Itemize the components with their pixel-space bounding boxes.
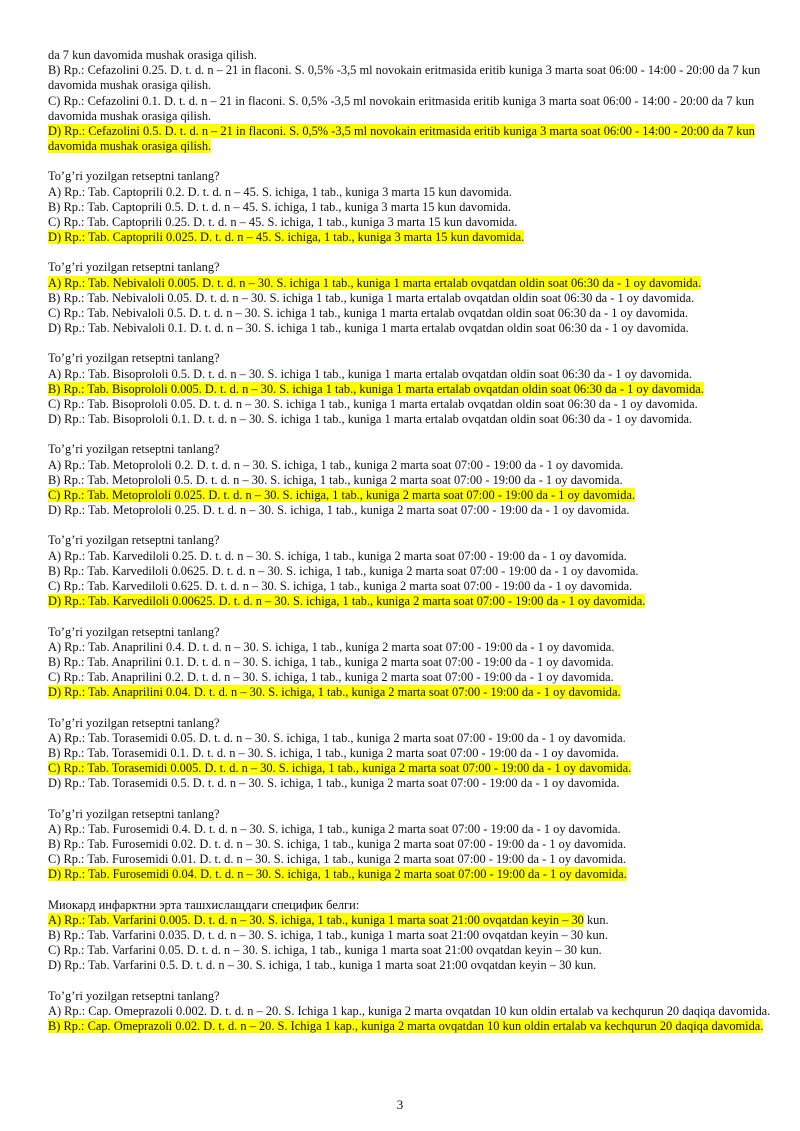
option-b xyxy=(48,837,774,852)
option-a-correct xyxy=(48,913,774,928)
option-text: D) Rp.: Tab. Torasemidi 0.5. D. t. d. n – 30. S. ichiga, 1 tab., kuniga 2 marta soat 07:00 - 19:00 da - 1 oy davomida. xyxy=(48,776,620,791)
continued-text: da 7 kun davomida mushak orasiga qilish. xyxy=(48,48,257,62)
question-text: To’g’ri yozilgan retseptni tanlang? xyxy=(48,624,220,639)
option-text: A) Rp.: Tab. Nebivaloli 0.005. D. t. d. n – 30. S. ichiga 1 tab., kuniga 1 marta ertalab ovqatdan oldin soat 06:30 da - 1 oy davomida. xyxy=(48,275,702,290)
option-text: D) Rp.: Cefazolini 0.5. D. t. d. n – 21 in flaconi. S. 0,5% -3,5 ml novokain eritmasida eritib kuniga 3 marta soat 06:00 - 14:00 - 20:00 da 7 kun davomida mushak orasiga qilish. xyxy=(48,124,755,154)
option-text: D) Rp.: Tab. Nebivaloli 0.1. D. t. d. n – 30. S. ichiga 1 tab., kuniga 1 marta ertalab ovqatdan oldin soat 06:30 da - 1 oy davomida. xyxy=(48,321,689,336)
option-text: A) Rp.: Tab. Anaprilini 0.4. D. t. d. n – 30. S. ichiga, 1 tab., kuniga 2 marta soat 07:00 - 19:00 da - 1 oy davomida. xyxy=(48,639,615,654)
option-d xyxy=(48,321,774,336)
question-block xyxy=(48,533,774,609)
question-text: To’g’ri yozilgan retseptni tanlang? xyxy=(48,351,220,366)
question-text: Миокард инфарктни эрта ташхислащдаги специфик белги: xyxy=(48,897,360,912)
option-d-correct xyxy=(48,685,774,700)
option-c-correct xyxy=(48,488,774,503)
option-text: B) Rp.: Tab. Metoprololi 0.5. D. t. d. n – 30. S. ichiga, 1 tab., kuniga 2 marta soat 07:00 - 19:00 da - 1 oy davomida. xyxy=(48,472,623,487)
option-text: A) Rp.: Tab. Captoprili 0.2. D. t. d. n – 45. S. ichiga, 1 tab., kuniga 3 marta 15 kun davomida. xyxy=(48,184,512,199)
option-text: D) Rp.: Tab. Karvediloli 0.00625. D. t. d. n – 30. S. ichiga, 1 tab., kuniga 2 marta soat 07:00 - 19:00 da - 1 oy davomida. xyxy=(48,594,646,609)
option-text: B) Rp.: Tab. Karvediloli 0.0625. D. t. d. n – 30. S. ichiga, 1 tab., kuniga 2 marta soat 07:00 - 19:00 da - 1 oy davomida. xyxy=(48,563,639,578)
option-text: D) Rp.: Tab. Furosemidi 0.04. D. t. d. n – 30. S. ichiga, 1 tab., kuniga 2 marta soat 07:00 - 19:00 da - 1 oy davomida. xyxy=(48,867,627,882)
option-a xyxy=(48,185,774,200)
option-a-correct xyxy=(48,276,774,291)
question-block xyxy=(48,169,774,245)
option-c xyxy=(48,397,774,412)
option-c xyxy=(48,852,774,867)
option-text: C) Rp.: Tab. Furosemidi 0.01. D. t. d. n – 30. S. ichiga, 1 tab., kuniga 2 marta soat 07:00 - 19:00 da - 1 oy davomida. xyxy=(48,852,627,867)
option-a xyxy=(48,640,774,655)
option-text: D) Rp.: Tab. Anaprilini 0.04. D. t. d. n – 30. S. ichiga, 1 tab., kuniga 2 marta soat 07:00 - 19:00 da - 1 oy davomida. xyxy=(48,685,621,700)
option-d-correct xyxy=(48,230,774,245)
option-text: B) Rp.: Tab. Varfarini 0.035. D. t. d. n – 30. S. ichiga, 1 tab., kuniga 1 marta soat 21:00 ovqatdan keyin – 30 kun. xyxy=(48,927,608,942)
option-a xyxy=(48,549,774,564)
option-c xyxy=(48,943,774,958)
option-text: A) Rp.: Tab. Bisoprololi 0.5. D. t. d. n – 30. S. ichiga 1 tab., kuniga 1 marta ertalab ovqatdan oldin soat 06:30 da - 1 oy davomida. xyxy=(48,366,693,381)
option-d xyxy=(48,503,774,518)
option-text: C) Rp.: Tab. Metoprololi 0.025. D. t. d. n – 30. S. ichiga, 1 tab., kuniga 2 marta soat 07:00 - 19:00 da - 1 oy davomida. xyxy=(48,488,636,503)
question-block xyxy=(48,716,774,792)
option-text: B) Rp.: Cap. Omeprazoli 0.02. D. t. d. n – 20. S. Ichiga 1 kap., kuniga 2 marta ovqatdan 10 kun oldin ertalab va kechqurun 20 daqiqa davomida. xyxy=(48,1018,764,1033)
option-text: C) Rp.: Tab. Varfarini 0.05. D. t. d. n – 30. S. ichiga, 1 tab., kuniga 1 marta soat 21:00 ovqatdan keyin – 30 kun. xyxy=(48,943,602,958)
option-d xyxy=(48,776,774,791)
option-text: C) Rp.: Cefazolini 0.1. D. t. d. n – 21 in flaconi. S. 0,5% -3,5 ml novokain eritmasida eritib kuniga 3 marta soat 06:00 - 14:00 - 20:00 da 7 kun davomida mushak orasiga qilish. xyxy=(48,93,755,123)
option-text: C) Rp.: Tab. Bisoprololi 0.05. D. t. d. n – 30. S. ichiga 1 tab., kuniga 1 marta ertalab ovqatdan oldin soat 06:30 da - 1 oy davomida. xyxy=(48,397,698,412)
option-c xyxy=(48,94,774,124)
option-a xyxy=(48,367,774,382)
question-block xyxy=(48,898,774,974)
option-text: B) Rp.: Tab. Anaprilini 0.1. D. t. d. n – 30. S. ichiga, 1 tab., kuniga 2 marta soat 07:00 - 19:00 da - 1 oy davomida. xyxy=(48,654,614,669)
question-text: To’g’ri yozilgan retseptni tanlang? xyxy=(48,260,220,275)
option-text: C) Rp.: Tab. Captoprili 0.25. D. t. d. n – 45. S. ichiga, 1 tab., kuniga 3 marta 15 kun davomida. xyxy=(48,215,518,230)
option-b xyxy=(48,291,774,306)
question-text: To’g’ri yozilgan retseptni tanlang? xyxy=(48,988,220,1003)
option-c xyxy=(48,306,774,321)
question-text: To’g’ri yozilgan retseptni tanlang? xyxy=(48,806,220,821)
option-text: C) Rp.: Tab. Karvediloli 0.625. D. t. d. n – 30. S. ichiga, 1 tab., kuniga 2 marta soat 07:00 - 19:00 da - 1 oy davomida. xyxy=(48,579,633,594)
question-text: To’g’ri yozilgan retseptni tanlang? xyxy=(48,533,220,548)
option-text: C) Rp.: Tab. Anaprilini 0.2. D. t. d. n – 30. S. ichiga, 1 tab., kuniga 2 marta soat 07:00 - 19:00 da - 1 oy davomida. xyxy=(48,670,614,685)
option-b xyxy=(48,564,774,579)
option-b xyxy=(48,473,774,488)
option-text: A) Rp.: Tab. Torasemidi 0.05. D. t. d. n – 30. S. ichiga, 1 tab., kuniga 2 marta soat 07:00 - 19:00 da - 1 oy davomida. xyxy=(48,730,626,745)
option-a xyxy=(48,822,774,837)
option-b xyxy=(48,746,774,761)
option-a xyxy=(48,458,774,473)
option-d-correct xyxy=(48,867,774,882)
option-text: B) Rp.: Tab. Nebivaloli 0.05. D. t. d. n – 30. S. ichiga 1 tab., kuniga 1 marta ertalab ovqatdan oldin soat 06:30 da - 1 oy davomida. xyxy=(48,290,695,305)
question-text: To’g’ri yozilgan retseptni tanlang? xyxy=(48,442,220,457)
option-b xyxy=(48,63,774,93)
question-text: To’g’ri yozilgan retseptni tanlang? xyxy=(48,715,220,730)
question-block xyxy=(48,807,774,883)
page-number: 3 xyxy=(396,1097,404,1112)
question-block xyxy=(48,989,774,1035)
option-text: A) Rp.: Tab. Karvediloli 0.25. D. t. d. n – 30. S. ichiga, 1 tab., kuniga 2 marta soat 07:00 - 19:00 da - 1 oy davomida. xyxy=(48,548,627,563)
option-c xyxy=(48,579,774,594)
option-text: C) Rp.: Tab. Torasemidi 0.005. D. t. d. n – 30. S. ichiga, 1 tab., kuniga 2 marta soat 07:00 - 19:00 da - 1 oy davomida. xyxy=(48,761,632,776)
option-b-correct xyxy=(48,1019,774,1034)
option-text: A) Rp.: Tab. Varfarini 0.005. D. t. d. n – 30. S. ichiga, 1 tab., kuniga 1 marta soat 21:00 ovqatdan keyin – 30 xyxy=(48,912,584,927)
question-block xyxy=(48,442,774,518)
option-text-tail: kun. xyxy=(583,912,609,927)
option-text: C) Rp.: Tab. Nebivaloli 0.5. D. t. d. n – 30. S. ichiga 1 tab., kuniga 1 marta ertalab ovqatdan oldin soat 06:30 da - 1 oy davomida. xyxy=(48,306,689,321)
option-b xyxy=(48,200,774,215)
option-text: D) Rp.: Tab. Metoprololi 0.25. D. t. d. n – 30. S. ichiga, 1 tab., kuniga 2 marta soat 07:00 - 19:00 da - 1 oy davomida. xyxy=(48,503,630,518)
question-text: To’g’ri yozilgan retseptni tanlang? xyxy=(48,169,220,184)
option-text: B) Rp.: Tab. Bisoprololi 0.005. D. t. d. n – 30. S. ichiga 1 tab., kuniga 1 marta ertalab ovqatdan oldin soat 06:30 da - 1 oy davomida. xyxy=(48,381,704,396)
option-d xyxy=(48,958,774,973)
option-text: A) Rp.: Cap. Omeprazoli 0.002. D. t. d. n – 20. S. Ichiga 1 kap., kuniga 2 marta ovqatdan 10 kun oldin ertalab va kechqurun 20 daqiqa davomida. xyxy=(48,1003,771,1018)
question-block xyxy=(48,625,774,701)
continued-question xyxy=(48,48,774,154)
option-text: B) Rp.: Tab. Captoprili 0.5. D. t. d. n – 45. S. ichiga, 1 tab., kuniga 3 marta 15 kun davomida. xyxy=(48,199,512,214)
option-text: D) Rp.: Tab. Varfarini 0.5. D. t. d. n – 30. S. ichiga, 1 tab., kuniga 1 marta soat 21:00 ovqatdan keyin – 30 kun. xyxy=(48,958,597,973)
question-block xyxy=(48,260,774,336)
option-a xyxy=(48,1004,774,1019)
option-b-correct xyxy=(48,382,774,397)
option-d-correct xyxy=(48,594,774,609)
option-text: A) Rp.: Tab. Furosemidi 0.4. D. t. d. n – 30. S. ichiga, 1 tab., kuniga 2 marta soat 07:00 - 19:00 da - 1 oy davomida. xyxy=(48,821,621,836)
option-text: B) Rp.: Cefazolini 0.25. D. t. d. n – 21 in flaconi. S. 0,5% -3,5 ml novokain eritmasida eritib kuniga 3 marta soat 06:00 - 14:00 - 20:00 da 7 kun davomida mushak orasiga qilish. xyxy=(48,63,761,93)
question-block xyxy=(48,351,774,427)
option-b xyxy=(48,655,774,670)
option-b xyxy=(48,928,774,943)
option-text: A) Rp.: Tab. Metoprololi 0.2. D. t. d. n – 30. S. ichiga, 1 tab., kuniga 2 marta soat 07:00 - 19:00 da - 1 oy davomida. xyxy=(48,457,624,472)
option-c xyxy=(48,670,774,685)
option-a xyxy=(48,731,774,746)
option-c-correct xyxy=(48,761,774,776)
option-c xyxy=(48,215,774,230)
page-content xyxy=(48,48,774,1034)
option-text: D) Rp.: Tab. Bisoprololi 0.1. D. t. d. n – 30. S. ichiga 1 tab., kuniga 1 marta ertalab ovqatdan oldin soat 06:30 da - 1 oy davomida. xyxy=(48,412,693,427)
option-text: B) Rp.: Tab. Torasemidi 0.1. D. t. d. n – 30. S. ichiga, 1 tab., kuniga 2 marta soat 07:00 - 19:00 da - 1 oy davomida. xyxy=(48,745,619,760)
option-d xyxy=(48,412,774,427)
option-text: D) Rp.: Tab. Captoprili 0.025. D. t. d. n – 45. S. ichiga, 1 tab., kuniga 3 marta 15 kun davomida. xyxy=(48,230,525,245)
option-text: B) Rp.: Tab. Furosemidi 0.02. D. t. d. n – 30. S. ichiga, 1 tab., kuniga 2 marta soat 07:00 - 19:00 da - 1 oy davomida. xyxy=(48,836,627,851)
option-d-correct xyxy=(48,124,774,154)
